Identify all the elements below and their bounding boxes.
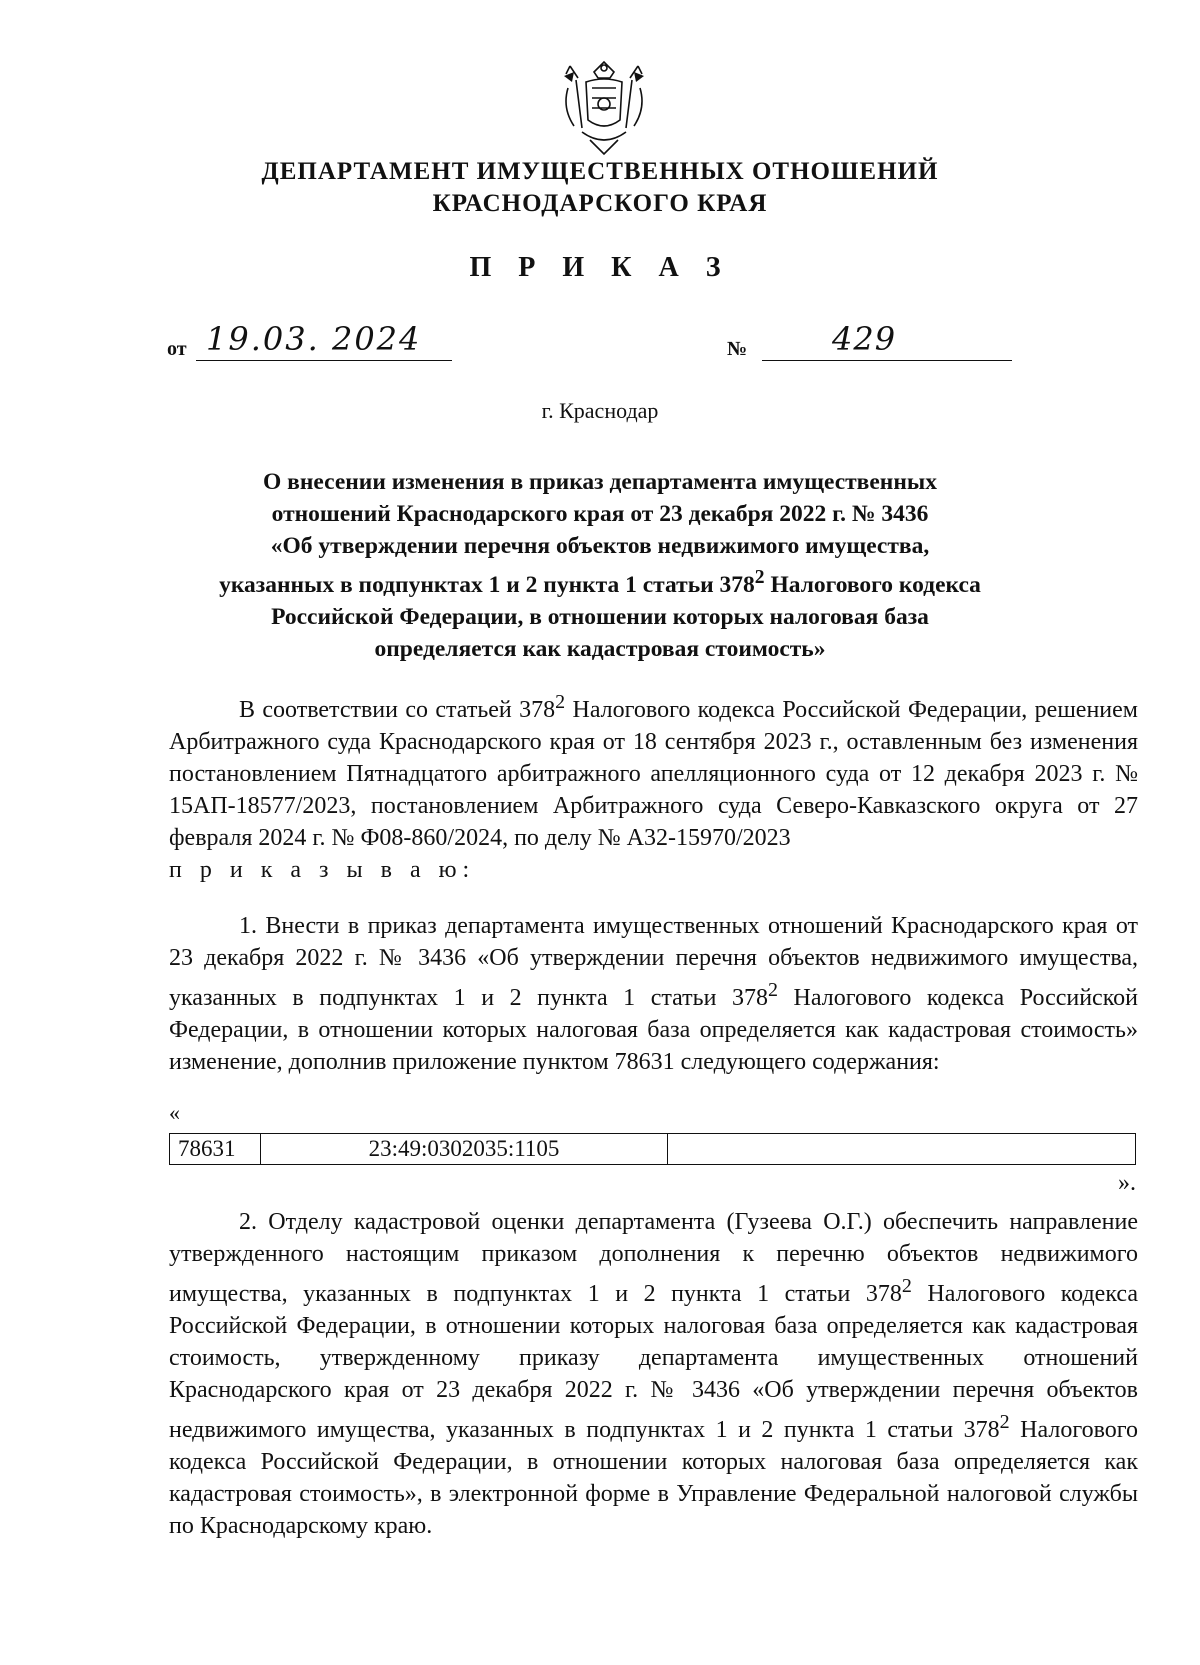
addition-table bbox=[169, 1133, 1136, 1165]
table-cell-cadastral: 23:49:0302035:1105 bbox=[261, 1134, 668, 1165]
date-underline bbox=[196, 360, 452, 361]
item-1-part: 1. Внести в приказ департамента имущественных отношений Краснодарского края от 23 декабря 2022 г. № 3436 «Об утверждении перечня объектов недвижимого имущества, указанных в подпунктах 1 и 2 пункта 1 статьи 378 bbox=[169, 913, 1138, 1011]
subject-line: О внесении изменения в приказ департамента имущественных bbox=[263, 469, 937, 495]
superscript: 2 bbox=[901, 1275, 912, 1297]
paragraph-item-2 bbox=[169, 1206, 1138, 1542]
subject-line: определяется как кадастровая стоимость» bbox=[374, 635, 826, 662]
department-name-line2: КРАСНОДАРСКОГО КРАЯ bbox=[432, 190, 768, 217]
table-cell-number: 78631 bbox=[170, 1134, 261, 1165]
subject-text: указанных в подпунктах 1 и 2 пункта 1 статьи 378 bbox=[219, 571, 755, 598]
city: г. Краснодар bbox=[541, 398, 659, 423]
order-subject bbox=[180, 466, 1020, 665]
item-2-part: 2. Отделу кадастровой оценки департамента (Гузеева О.Г.) обеспечить направление утвержденного настоящим приказом дополнения к перечню объектов недвижимого имущества, указанных в подпунктах 1 и 2 пункта 1 статьи 378 bbox=[169, 1209, 1138, 1307]
number-underline bbox=[762, 360, 1012, 361]
superscript: 2 bbox=[754, 567, 765, 588]
paragraph-preamble bbox=[169, 686, 1138, 886]
order-verb: п р и к а з ы в а ю: bbox=[169, 857, 476, 883]
subject-line: «Об утверждении перечня объектов недвижимого имущества, bbox=[270, 533, 930, 559]
preamble-part: Налогового кодекса Российской Федерации, решением Арбитражного суда Краснодарского края от 18 сентября 2023 г., оставленным без изменения постановлением Пятнадцатого арбитражного апелляционного суда от 12 декабря 2023 г. № 15АП-18577/2023, постановлением Арбитражного суда Северо-Кавказского округа от 27 февраля 2024 г. № Ф08-860/2024, по делу № А32-15970/2023 bbox=[169, 697, 1138, 851]
superscript: 2 bbox=[555, 691, 566, 713]
superscript: 2 bbox=[767, 979, 778, 1001]
number-value: 429 bbox=[832, 320, 897, 358]
quote-open: « bbox=[169, 1100, 180, 1125]
superscript: 2 bbox=[999, 1411, 1010, 1433]
krasnodar-coat-of-arms-icon bbox=[556, 58, 652, 158]
item-2-part: Налогового кодекса Российской Федерации, в отношении которых налоговая база определяется как кадастровая стоимость, утвержденному приказу департамента имущественных отношений Краснодарского края от 23 декабря 2022 г. № 3436 «Об утверждении перечня объектов недвижимого имущества, указанных в подпунктах 1 и 2 пункта 1 статьи 378 bbox=[169, 1281, 1138, 1443]
subject-text: Налогового кодекса bbox=[764, 571, 981, 598]
item-2-part: Налогового кодекса Российской Федерации, в отношении которых налоговая база определяется как кадастровая стоимость», в электронной форме в Управление Федеральной налоговой службы по Краснодарскому краю. bbox=[169, 1417, 1138, 1539]
department-name-line1: ДЕПАРТАМЕНТ ИМУЩЕСТВЕННЫХ ОТНОШЕНИЙ bbox=[261, 158, 939, 185]
table-row bbox=[170, 1134, 1136, 1165]
subject-line bbox=[180, 562, 1020, 601]
paragraph-item-1 bbox=[169, 910, 1138, 1078]
subject-line: Российской Федерации, в отношении которых налоговая база bbox=[271, 603, 929, 630]
subject-line: отношений Краснодарского края от 23 декабря 2022 г. № 3436 bbox=[271, 501, 929, 527]
preamble-part: В соответствии со статьей 378 bbox=[239, 697, 556, 723]
document-title: П Р И К А З bbox=[469, 252, 731, 283]
date-value: 19.03. 2024 bbox=[206, 320, 422, 358]
quote-close: ». bbox=[1118, 1170, 1136, 1196]
item-1-part: Налогового кодекса Российской Федерации, в отношении которых налоговая база определяется как кадастровая стоимость» изменение, дополнив приложение пунктом 78631 следующего содержания: bbox=[169, 985, 1138, 1075]
date-label: от bbox=[167, 338, 187, 360]
table-cell-empty bbox=[668, 1134, 1136, 1165]
preamble-text bbox=[169, 686, 1138, 854]
number-label: № bbox=[727, 338, 748, 360]
